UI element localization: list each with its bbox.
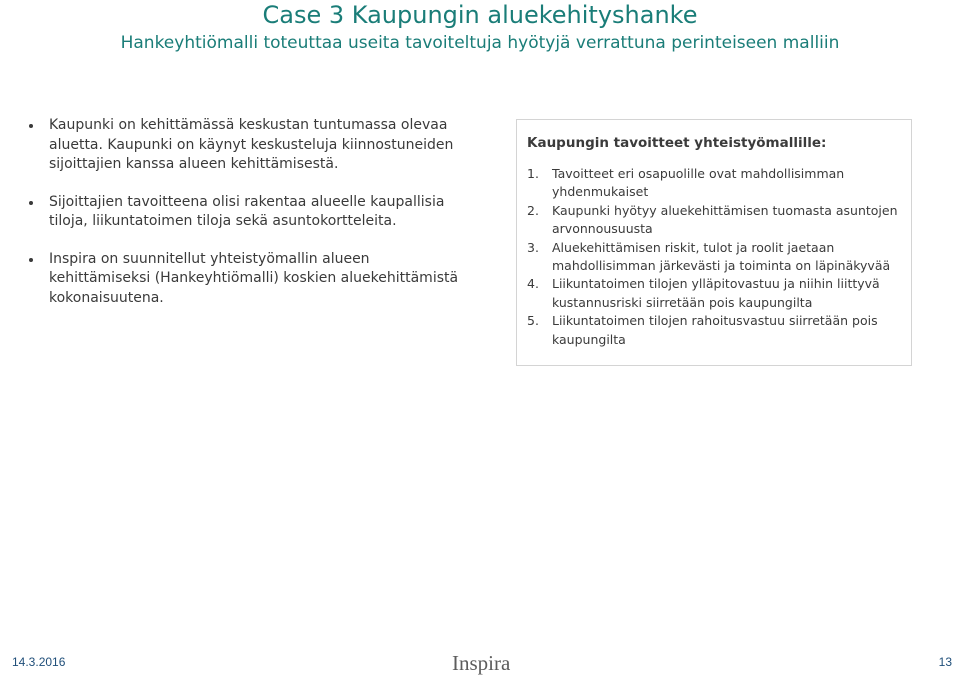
- goal-item: [527, 239, 901, 276]
- bullet-list: [26, 116, 466, 326]
- goals-box: [516, 119, 912, 366]
- inspira-logo: Inspira: [452, 651, 511, 675]
- footer-date: 14.3.2016: [12, 655, 66, 669]
- slide-title: Case 3 Kaupungin aluekehityshanke: [262, 1, 698, 29]
- goal-number: 5.: [527, 313, 539, 329]
- bullet-text: Sijoittajien tavoitteena olisi rakentaa alueelle kaupallisia tiloja, liikuntatoimen tiloja sekä asuntokortteleita.: [49, 193, 445, 229]
- bullet-text: Kaupunki on kehittämässä keskustan tuntumassa olevaa aluetta. Kaupunki on käynyt keskusteluja kiinnostuneiden sijoittajien kanssa alueen kehittämisestä.: [49, 117, 454, 172]
- goal-number: 4.: [527, 276, 539, 292]
- goal-text: Liikuntatoimen tilojen ylläpitovastuu ja niihin liittyvä kustannusriski siirretään pois kaupungilta: [552, 276, 880, 310]
- goal-number: 3.: [527, 239, 539, 255]
- goals-list: [527, 165, 901, 349]
- bullet-text: Inspira on suunnitellut yhteistyömallin alueen kehittämiseksi (Hankeyhtiömalli) koskien aluekehittämistä kokonaisuutena.: [49, 250, 459, 306]
- goal-item: [527, 275, 901, 312]
- goal-text: Tavoitteet eri osapuolille ovat mahdollisimman yhdenmukaiset: [552, 166, 845, 200]
- bullet-dot-icon: [29, 201, 33, 205]
- page-number: 13: [938, 655, 952, 669]
- bullet-item: [26, 250, 466, 309]
- bullet-dot-icon: [29, 258, 33, 262]
- goal-text: Liikuntatoimen tilojen rahoitusvastuu siirretään pois kaupungilta: [552, 313, 878, 347]
- bullet-dot-icon: [29, 124, 33, 128]
- slide-subtitle: Hankeyhtiömalli toteuttaa useita tavoiteltuja hyötyjä verrattuna perinteiseen malliin: [120, 33, 840, 53]
- goal-number: 1.: [527, 166, 539, 181]
- bullet-item: [26, 193, 466, 232]
- goal-text: Kaupunki hyötyy aluekehittämisen tuomasta asuntojen arvonnousuusta: [552, 202, 898, 237]
- goal-text: Aluekehittämisen riskit, tulot ja roolit jaetaan mahdollisimman järkevästi ja toiminta on läpinäkyvää: [552, 239, 891, 274]
- goal-item: [527, 312, 901, 349]
- goal-number: 2.: [527, 202, 539, 218]
- goal-item: [527, 165, 901, 202]
- bullet-item: [26, 116, 466, 175]
- goal-item: [527, 202, 901, 239]
- goals-heading: Kaupungin tavoitteet yhteistyömallille:: [527, 135, 827, 151]
